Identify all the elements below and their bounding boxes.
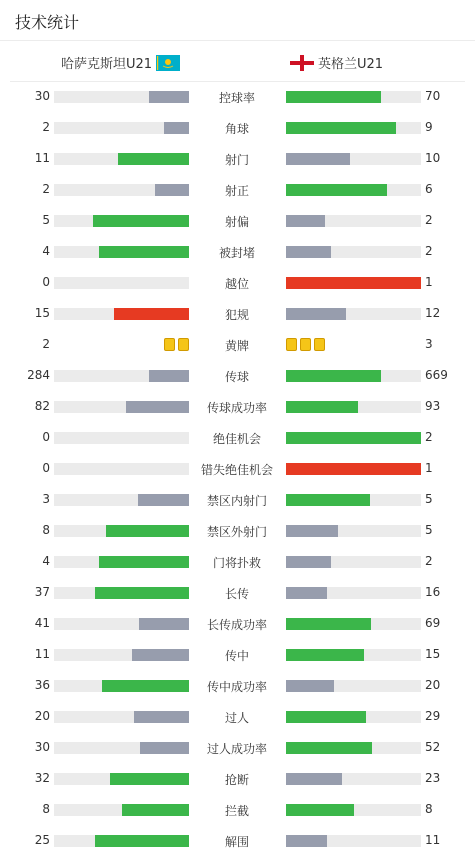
home-bar-fill xyxy=(164,122,189,134)
away-value: 5 xyxy=(425,492,433,506)
home-bar-track xyxy=(54,401,189,413)
home-bar-track xyxy=(54,587,189,599)
stat-label: 抢断 xyxy=(224,773,249,787)
stat-label: 长传 xyxy=(224,587,249,601)
away-bar-fill xyxy=(286,463,421,475)
away-team-name: 英格兰U21 xyxy=(318,57,384,72)
stat-row xyxy=(0,112,475,143)
home-bar-fill xyxy=(118,153,189,165)
away-bar-track xyxy=(286,680,421,692)
home-bar-track xyxy=(54,370,189,382)
away-bar-fill xyxy=(286,556,331,568)
home-bar-fill xyxy=(99,246,189,258)
away-bar-fill xyxy=(286,91,381,103)
home-value: 82 xyxy=(34,399,50,413)
home-value: 20 xyxy=(34,709,50,723)
home-value: 30 xyxy=(34,740,50,754)
stat-label: 被封堵 xyxy=(218,246,255,260)
away-value: 2 xyxy=(425,213,433,227)
away-value: 93 xyxy=(425,399,441,413)
away-bar-fill xyxy=(286,680,334,692)
home-bar-fill xyxy=(139,618,189,630)
home-bar-track xyxy=(54,122,189,134)
stat-row xyxy=(0,267,475,298)
away-value: 23 xyxy=(425,771,441,785)
away-bar-fill xyxy=(286,122,396,134)
home-bar-track xyxy=(54,215,189,227)
home-value: 2 xyxy=(42,337,50,351)
home-bar-track xyxy=(54,494,189,506)
stat-row xyxy=(0,205,475,236)
home-value: 4 xyxy=(42,554,50,568)
away-value: 15 xyxy=(425,647,441,661)
stat-row xyxy=(0,608,475,639)
home-value: 8 xyxy=(42,523,50,537)
home-bar-fill xyxy=(95,587,189,599)
kazakhstan-flag-icon xyxy=(156,55,180,71)
england-flag-icon xyxy=(290,55,314,71)
stat-row xyxy=(0,546,475,577)
home-bar-fill xyxy=(140,742,189,754)
away-bar-track xyxy=(286,494,421,506)
away-bar-fill xyxy=(286,184,387,196)
away-value: 2 xyxy=(425,430,433,444)
stat-row xyxy=(0,298,475,329)
home-bar-fill xyxy=(149,370,189,382)
home-bar-track xyxy=(54,153,189,165)
away-bar-fill xyxy=(286,370,381,382)
home-bar-fill xyxy=(122,804,190,816)
home-team-name: 哈萨克斯坦U21 xyxy=(60,57,152,72)
away-yellow-cards xyxy=(286,338,325,351)
away-bar-track xyxy=(286,835,421,847)
away-bar-track xyxy=(286,308,421,320)
away-value: 2 xyxy=(425,244,433,258)
away-bar-track xyxy=(286,432,421,444)
away-bar-track xyxy=(286,556,421,568)
stat-row xyxy=(0,763,475,794)
home-bar-track xyxy=(54,649,189,661)
home-value: 8 xyxy=(42,802,50,816)
home-value: 15 xyxy=(34,306,50,320)
stat-label: 过人 xyxy=(224,711,249,725)
home-value: 11 xyxy=(34,647,50,661)
stat-label: 门将扑救 xyxy=(212,556,261,570)
stat-label: 长传成功率 xyxy=(206,618,267,632)
stat-row xyxy=(0,236,475,267)
home-bar-fill xyxy=(102,680,189,692)
away-value: 16 xyxy=(425,585,441,599)
stat-row xyxy=(0,81,475,112)
stat-row xyxy=(0,484,475,515)
stat-row xyxy=(0,329,475,360)
home-bar-fill xyxy=(126,401,189,413)
stat-row xyxy=(0,639,475,670)
home-yellow-cards xyxy=(164,338,189,351)
away-bar-track xyxy=(286,525,421,537)
away-bar-fill xyxy=(286,246,331,258)
away-bar-track xyxy=(286,184,421,196)
yellow-card-icon xyxy=(286,338,297,351)
home-value: 4 xyxy=(42,244,50,258)
stat-row xyxy=(0,670,475,701)
away-value: 669 xyxy=(425,368,448,382)
home-bar-track xyxy=(54,680,189,692)
home-value: 25 xyxy=(34,833,50,847)
page-title: 技术统计 xyxy=(15,13,80,32)
away-bar-track xyxy=(286,277,421,289)
away-bar-track xyxy=(286,742,421,754)
away-bar-track xyxy=(286,587,421,599)
home-bar-track xyxy=(54,308,189,320)
home-bar-track xyxy=(54,711,189,723)
stat-label: 犯规 xyxy=(224,308,249,322)
home-value: 0 xyxy=(42,275,50,289)
stat-label: 拦截 xyxy=(224,804,249,818)
home-value: 32 xyxy=(34,771,50,785)
away-bar-fill xyxy=(286,649,364,661)
away-bar-track xyxy=(286,215,421,227)
home-bar-track xyxy=(54,556,189,568)
stat-row xyxy=(0,701,475,732)
stats-list xyxy=(0,81,475,856)
home-bar-track xyxy=(54,463,189,475)
away-value: 52 xyxy=(425,740,441,754)
away-bar-fill xyxy=(286,401,358,413)
home-bar-track xyxy=(54,525,189,537)
away-team[interactable] xyxy=(290,53,383,72)
away-value: 8 xyxy=(425,802,433,816)
home-value: 37 xyxy=(34,585,50,599)
stat-label: 禁区内射门 xyxy=(206,494,267,508)
home-value: 41 xyxy=(34,616,50,630)
away-value: 2 xyxy=(425,554,433,568)
stat-row xyxy=(0,515,475,546)
home-bar-fill xyxy=(149,91,190,103)
home-bar-track xyxy=(54,246,189,258)
away-bar-track xyxy=(286,401,421,413)
stat-row xyxy=(0,143,475,174)
away-bar-fill xyxy=(286,153,350,165)
away-value: 20 xyxy=(425,678,441,692)
home-bar-track xyxy=(54,804,189,816)
home-bar-track xyxy=(54,742,189,754)
home-bar-track xyxy=(54,773,189,785)
yellow-card-icon xyxy=(300,338,311,351)
away-bar-fill xyxy=(286,215,325,227)
away-value: 69 xyxy=(425,616,441,630)
away-bar-track xyxy=(286,773,421,785)
away-bar-fill xyxy=(286,277,421,289)
home-team[interactable] xyxy=(61,53,180,72)
away-value: 9 xyxy=(425,120,433,134)
home-bar-fill xyxy=(132,649,189,661)
stat-label: 射偏 xyxy=(224,215,249,229)
home-bar-fill xyxy=(110,773,189,785)
home-value: 30 xyxy=(34,89,50,103)
away-bar-fill xyxy=(286,494,370,506)
home-bar-fill xyxy=(114,308,189,320)
away-bar-fill xyxy=(286,308,346,320)
away-value: 29 xyxy=(425,709,441,723)
home-value: 2 xyxy=(42,120,50,134)
away-bar-fill xyxy=(286,742,372,754)
away-value: 70 xyxy=(425,89,441,103)
stat-label: 解围 xyxy=(224,835,249,849)
away-bar-track xyxy=(286,711,421,723)
home-bar-fill xyxy=(93,215,189,227)
stat-label: 传中成功率 xyxy=(206,680,267,694)
away-bar-track xyxy=(286,91,421,103)
away-bar-fill xyxy=(286,618,371,630)
home-bar-track xyxy=(54,277,189,289)
away-bar-fill xyxy=(286,587,327,599)
stat-label: 黄牌 xyxy=(224,339,249,353)
home-bar-fill xyxy=(95,835,189,847)
away-value: 11 xyxy=(425,833,441,847)
stat-row xyxy=(0,825,475,856)
yellow-card-icon xyxy=(178,338,189,351)
away-bar-fill xyxy=(286,711,366,723)
away-value: 12 xyxy=(425,306,441,320)
stat-label: 越位 xyxy=(224,277,249,291)
home-bar-track xyxy=(54,91,189,103)
stat-label: 射门 xyxy=(224,153,249,167)
home-value: 36 xyxy=(34,678,50,692)
stat-label: 错失绝佳机会 xyxy=(200,463,273,477)
stat-label: 射正 xyxy=(224,184,249,198)
home-value: 2 xyxy=(42,182,50,196)
yellow-card-icon xyxy=(164,338,175,351)
away-bar-fill xyxy=(286,525,338,537)
away-bar-track xyxy=(286,370,421,382)
away-bar-track xyxy=(286,804,421,816)
home-value: 284 xyxy=(27,368,50,382)
home-bar-fill xyxy=(99,556,189,568)
away-value: 1 xyxy=(425,275,433,289)
teams-bar xyxy=(10,41,465,82)
away-bar-track xyxy=(286,463,421,475)
stat-row xyxy=(0,794,475,825)
home-bar-fill xyxy=(134,711,189,723)
stat-row xyxy=(0,360,475,391)
home-bar-fill xyxy=(155,184,189,196)
home-value: 3 xyxy=(42,492,50,506)
home-value: 11 xyxy=(34,151,50,165)
away-value: 1 xyxy=(425,461,433,475)
away-bar-fill xyxy=(286,773,342,785)
stat-label: 过人成功率 xyxy=(206,742,267,756)
stat-row xyxy=(0,174,475,205)
away-bar-track xyxy=(286,246,421,258)
away-bar-track xyxy=(286,649,421,661)
stat-label: 控球率 xyxy=(218,91,255,105)
away-bar-track xyxy=(286,122,421,134)
home-bar-track xyxy=(54,432,189,444)
home-bar-track xyxy=(54,184,189,196)
stat-row xyxy=(0,577,475,608)
away-bar-fill xyxy=(286,804,354,816)
away-value: 6 xyxy=(425,182,433,196)
away-bar-track xyxy=(286,153,421,165)
home-value: 5 xyxy=(42,213,50,227)
away-value: 3 xyxy=(425,337,433,351)
home-value: 0 xyxy=(42,430,50,444)
stat-label: 禁区外射门 xyxy=(206,525,267,539)
away-value: 10 xyxy=(425,151,441,165)
away-bar-fill xyxy=(286,835,327,847)
home-value: 0 xyxy=(42,461,50,475)
away-bar-fill xyxy=(286,432,421,444)
home-bar-track xyxy=(54,618,189,630)
stat-row xyxy=(0,732,475,763)
stat-row xyxy=(0,391,475,422)
stat-row xyxy=(0,453,475,484)
away-value: 5 xyxy=(425,523,433,537)
stat-label: 角球 xyxy=(224,122,249,136)
stat-row xyxy=(0,422,475,453)
stat-label: 传球 xyxy=(224,370,249,384)
home-bar-fill xyxy=(106,525,189,537)
home-bar-track xyxy=(54,835,189,847)
stats-header xyxy=(0,0,475,41)
stat-label: 绝佳机会 xyxy=(212,432,261,446)
stat-label: 传球成功率 xyxy=(206,401,267,415)
away-bar-track xyxy=(286,618,421,630)
yellow-card-icon xyxy=(314,338,325,351)
stat-label: 传中 xyxy=(224,649,249,663)
home-bar-fill xyxy=(138,494,189,506)
